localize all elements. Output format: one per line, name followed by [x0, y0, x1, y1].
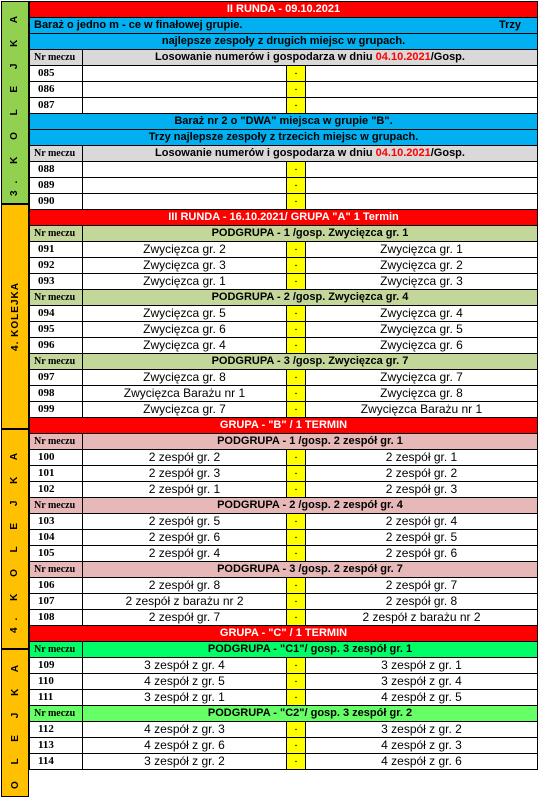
away-team: 2 zespół gr. 8: [306, 594, 538, 610]
away-team: 2 zespół gr. 1: [306, 450, 538, 466]
away-team: 2 zespół z barażu nr 2: [306, 610, 538, 626]
match-number: 093: [30, 274, 83, 290]
barrage-row: [30, 18, 538, 34]
subgroup-header-row: [30, 642, 538, 658]
subgroup-title: PODGRUPA - "C2"/ gosp. 3 zespół gr. 2: [83, 706, 538, 722]
side-label-kolejka-4b: 4. K O L E J K A: [1, 429, 29, 649]
separator: -: [287, 322, 306, 338]
side-label-kolejka-4c: O L E J K A: [1, 649, 29, 797]
home-team: Zwycięzca gr. 8: [83, 370, 287, 386]
draw-suffix: /Gosp.: [430, 147, 465, 159]
match-number: 114: [30, 754, 83, 770]
match-row: [30, 594, 538, 610]
separator: -: [287, 66, 306, 82]
match-row: [30, 178, 538, 194]
separator: -: [287, 82, 306, 98]
home-team: [83, 98, 287, 114]
away-team: Zwycięzca gr. 4: [306, 306, 538, 322]
match-number: 090: [30, 194, 83, 210]
match-number: 108: [30, 610, 83, 626]
home-team: 4 zespół z gr. 5: [83, 674, 287, 690]
home-team: Zwycięzca gr. 5: [83, 306, 287, 322]
home-team: Zwycięzca gr. 3: [83, 258, 287, 274]
subgroup-title: PODGRUPA - "C1"/ gosp. 3 zespół gr. 1: [83, 642, 538, 658]
away-team: Zwycięzca gr. 8: [306, 386, 538, 402]
separator: -: [287, 178, 306, 194]
home-team: 2 zespół gr. 4: [83, 546, 287, 562]
away-team: 2 zespół gr. 6: [306, 546, 538, 562]
section-title-row: [30, 418, 538, 434]
away-team: [306, 162, 538, 178]
match-table: [29, 1, 538, 770]
separator: -: [287, 370, 306, 386]
match-row: [30, 258, 538, 274]
match-number: 107: [30, 594, 83, 610]
separator: -: [287, 402, 306, 418]
match-number: 088: [30, 162, 83, 178]
separator: -: [287, 674, 306, 690]
separator: -: [287, 274, 306, 290]
match-number: 097: [30, 370, 83, 386]
away-team: 3 zespół z gr. 4: [306, 674, 538, 690]
away-team: [306, 194, 538, 210]
section-title-row: [30, 2, 538, 18]
home-team: 3 zespół z gr. 1: [83, 690, 287, 706]
match-row: [30, 370, 538, 386]
draw-date: 04.10.2021: [375, 51, 431, 63]
draw-prefix: Losowanie numerów i gospodarza w dniu: [155, 51, 373, 63]
away-team: [306, 98, 538, 114]
separator: -: [287, 194, 306, 210]
match-number: 086: [30, 82, 83, 98]
home-team: Zwycięzca Barażu nr 1: [83, 386, 287, 402]
match-row: [30, 690, 538, 706]
away-team: Zwycięzca gr. 6: [306, 338, 538, 354]
match-row: [30, 658, 538, 674]
away-team: [306, 66, 538, 82]
match-row: [30, 386, 538, 402]
subgroup-header-row: [30, 434, 538, 450]
match-nr-header: Nr meczu: [30, 642, 83, 658]
away-team: 2 zespół gr. 7: [306, 578, 538, 594]
home-team: [83, 66, 287, 82]
separator: -: [287, 242, 306, 258]
match-row: [30, 466, 538, 482]
match-nr-header: Nr meczu: [30, 290, 83, 306]
separator: -: [287, 482, 306, 498]
section-title-row: [30, 626, 538, 642]
separator: -: [287, 450, 306, 466]
draw-info-row: [30, 50, 538, 66]
match-row: [30, 306, 538, 322]
home-team: [83, 178, 287, 194]
match-nr-header: Nr meczu: [30, 50, 83, 66]
separator: -: [287, 690, 306, 706]
separator: -: [287, 338, 306, 354]
away-team: Zwycięzca gr. 2: [306, 258, 538, 274]
match-number: 102: [30, 482, 83, 498]
home-team: 2 zespół z barażu nr 2: [83, 594, 287, 610]
match-row: [30, 610, 538, 626]
match-number: 087: [30, 98, 83, 114]
away-team: Zwycięzca gr. 1: [306, 242, 538, 258]
match-nr-header: Nr meczu: [30, 498, 83, 514]
draw-info: [83, 50, 538, 66]
separator: -: [287, 466, 306, 482]
separator: -: [287, 514, 306, 530]
match-row: [30, 322, 538, 338]
match-row: [30, 482, 538, 498]
match-row: [30, 674, 538, 690]
match-number: 109: [30, 658, 83, 674]
away-team: Zwycięzca Barażu nr 1: [306, 402, 538, 418]
draw-date: 04.10.2021: [375, 147, 431, 159]
barrage1-line1: [30, 18, 538, 34]
draw-suffix: /Gosp.: [430, 51, 465, 63]
match-number: 101: [30, 466, 83, 482]
away-team: 2 zespół gr. 5: [306, 530, 538, 546]
match-number: 103: [30, 514, 83, 530]
match-number: 094: [30, 306, 83, 322]
match-number: 085: [30, 66, 83, 82]
home-team: Zwycięzca gr. 6: [83, 322, 287, 338]
barrage1-text: Baraż o jedno m - ce w finałowej grupie.: [34, 19, 243, 31]
separator: -: [287, 306, 306, 322]
match-row: [30, 722, 538, 738]
separator: -: [287, 386, 306, 402]
match-row: [30, 402, 538, 418]
match-number: 105: [30, 546, 83, 562]
section-title-row: [30, 210, 538, 226]
separator: -: [287, 530, 306, 546]
away-team: 2 zespół gr. 3: [306, 482, 538, 498]
subgroup-header-row: [30, 290, 538, 306]
subgroup-header-row: [30, 706, 538, 722]
separator: -: [287, 258, 306, 274]
draw-prefix: Losowanie numerów i gospodarza w dniu: [155, 147, 373, 159]
match-row: [30, 754, 538, 770]
separator: -: [287, 610, 306, 626]
away-team: Zwycięzca gr. 3: [306, 274, 538, 290]
home-team: 2 zespół gr. 1: [83, 482, 287, 498]
match-number: 106: [30, 578, 83, 594]
home-team: 2 zespół gr. 3: [83, 466, 287, 482]
section-title-row: [30, 34, 538, 50]
home-team: Zwycięzca gr. 2: [83, 242, 287, 258]
subgroup-title: PODGRUPA - 2 /gosp. 2 zespół gr. 4: [83, 498, 538, 514]
home-team: 4 zespół z gr. 3: [83, 722, 287, 738]
match-nr-header: Nr meczu: [30, 354, 83, 370]
home-team: 2 zespół gr. 6: [83, 530, 287, 546]
subgroup-title: PODGRUPA - 3 /gosp. Zwycięzca gr. 7: [83, 354, 538, 370]
away-team: 4 zespół z gr. 3: [306, 738, 538, 754]
section-title: GRUPA - "C" / 1 TERMIN: [30, 626, 538, 642]
side-label-kolejka-4a: 4. KOLEJKA: [1, 204, 29, 429]
match-number: 098: [30, 386, 83, 402]
subgroup-title: PODGRUPA - 3 /gosp. 2 zespół gr. 7: [83, 562, 538, 578]
match-number: 089: [30, 178, 83, 194]
match-number: 091: [30, 242, 83, 258]
home-team: Zwycięzca gr. 7: [83, 402, 287, 418]
match-row: [30, 66, 538, 82]
match-row: [30, 530, 538, 546]
home-team: Zwycięzca gr. 1: [83, 274, 287, 290]
subgroup-title: PODGRUPA - 2 /gosp. Zwycięzca gr. 4: [83, 290, 538, 306]
match-row: [30, 82, 538, 98]
home-team: [83, 162, 287, 178]
section-title: najlepsze zespoły z drugich miejsc w grupach.: [30, 34, 538, 50]
separator: -: [287, 754, 306, 770]
section-title-row: [30, 114, 538, 130]
match-number: 104: [30, 530, 83, 546]
subgroup-title: PODGRUPA - 1 /gosp. 2 zespół gr. 1: [83, 434, 538, 450]
draw-info: [83, 146, 538, 162]
match-row: [30, 98, 538, 114]
home-team: 3 zespół z gr. 2: [83, 754, 287, 770]
home-team: Zwycięzca gr. 4: [83, 338, 287, 354]
match-number: 112: [30, 722, 83, 738]
match-row: [30, 514, 538, 530]
match-row: [30, 162, 538, 178]
section-title: Baraż nr 2 o "DWA" miejsca w grupie "B".: [30, 114, 538, 130]
match-nr-header: Nr meczu: [30, 706, 83, 722]
side-label-kolejka-3: 3. K O L E J K A: [1, 1, 29, 204]
separator: -: [287, 98, 306, 114]
match-row: [30, 242, 538, 258]
draw-info-row: [30, 146, 538, 162]
match-number: 095: [30, 322, 83, 338]
away-team: Zwycięzca gr. 7: [306, 370, 538, 386]
away-team: 2 zespół gr. 4: [306, 514, 538, 530]
match-nr-header: Nr meczu: [30, 434, 83, 450]
match-nr-header: Nr meczu: [30, 146, 83, 162]
section-title: Trzy najlepsze zespoły z trzecich miejsc w grupach.: [30, 130, 538, 146]
separator: -: [287, 162, 306, 178]
home-team: [83, 194, 287, 210]
home-team: [83, 82, 287, 98]
match-number: 092: [30, 258, 83, 274]
match-row: [30, 578, 538, 594]
separator: -: [287, 578, 306, 594]
match-number: 096: [30, 338, 83, 354]
away-team: 4 zespół z gr. 5: [306, 690, 538, 706]
separator: -: [287, 658, 306, 674]
match-nr-header: Nr meczu: [30, 226, 83, 242]
away-team: Zwycięzca gr. 5: [306, 322, 538, 338]
subgroup-title: PODGRUPA - 1 /gosp. Zwycięzca gr. 1: [83, 226, 538, 242]
separator: -: [287, 722, 306, 738]
match-number: 099: [30, 402, 83, 418]
match-number: 100: [30, 450, 83, 466]
match-number: 113: [30, 738, 83, 754]
match-row: [30, 738, 538, 754]
section-title: GRUPA - "B" / 1 TERMIN: [30, 418, 538, 434]
match-number: 111: [30, 690, 83, 706]
home-team: 4 zespół z gr. 6: [83, 738, 287, 754]
subgroup-header-row: [30, 562, 538, 578]
away-team: 3 zespół z gr. 2: [306, 722, 538, 738]
match-number: 110: [30, 674, 83, 690]
section-title-row: [30, 130, 538, 146]
section-title: II RUNDA - 09.10.2021: [30, 2, 538, 18]
home-team: 2 zespół gr. 5: [83, 514, 287, 530]
home-team: 3 zespół z gr. 4: [83, 658, 287, 674]
separator: -: [287, 738, 306, 754]
away-team: [306, 178, 538, 194]
subgroup-header-row: [30, 226, 538, 242]
subgroup-header-row: [30, 354, 538, 370]
barrage1-text-right: Trzy: [498, 19, 521, 31]
match-row: [30, 450, 538, 466]
away-team: 4 zespół z gr. 6: [306, 754, 538, 770]
section-title: III RUNDA - 16.10.2021/ GRUPA "A" 1 Termin: [30, 210, 538, 226]
separator: -: [287, 546, 306, 562]
match-row: [30, 338, 538, 354]
home-team: 2 zespół gr. 7: [83, 610, 287, 626]
match-nr-header: Nr meczu: [30, 562, 83, 578]
away-team: [306, 82, 538, 98]
home-team: 2 zespół gr. 8: [83, 578, 287, 594]
match-row: [30, 194, 538, 210]
home-team: 2 zespół gr. 2: [83, 450, 287, 466]
subgroup-header-row: [30, 498, 538, 514]
match-row: [30, 274, 538, 290]
match-row: [30, 546, 538, 562]
away-team: 2 zespół gr. 2: [306, 466, 538, 482]
away-team: 3 zespół z gr. 1: [306, 658, 538, 674]
separator: -: [287, 594, 306, 610]
